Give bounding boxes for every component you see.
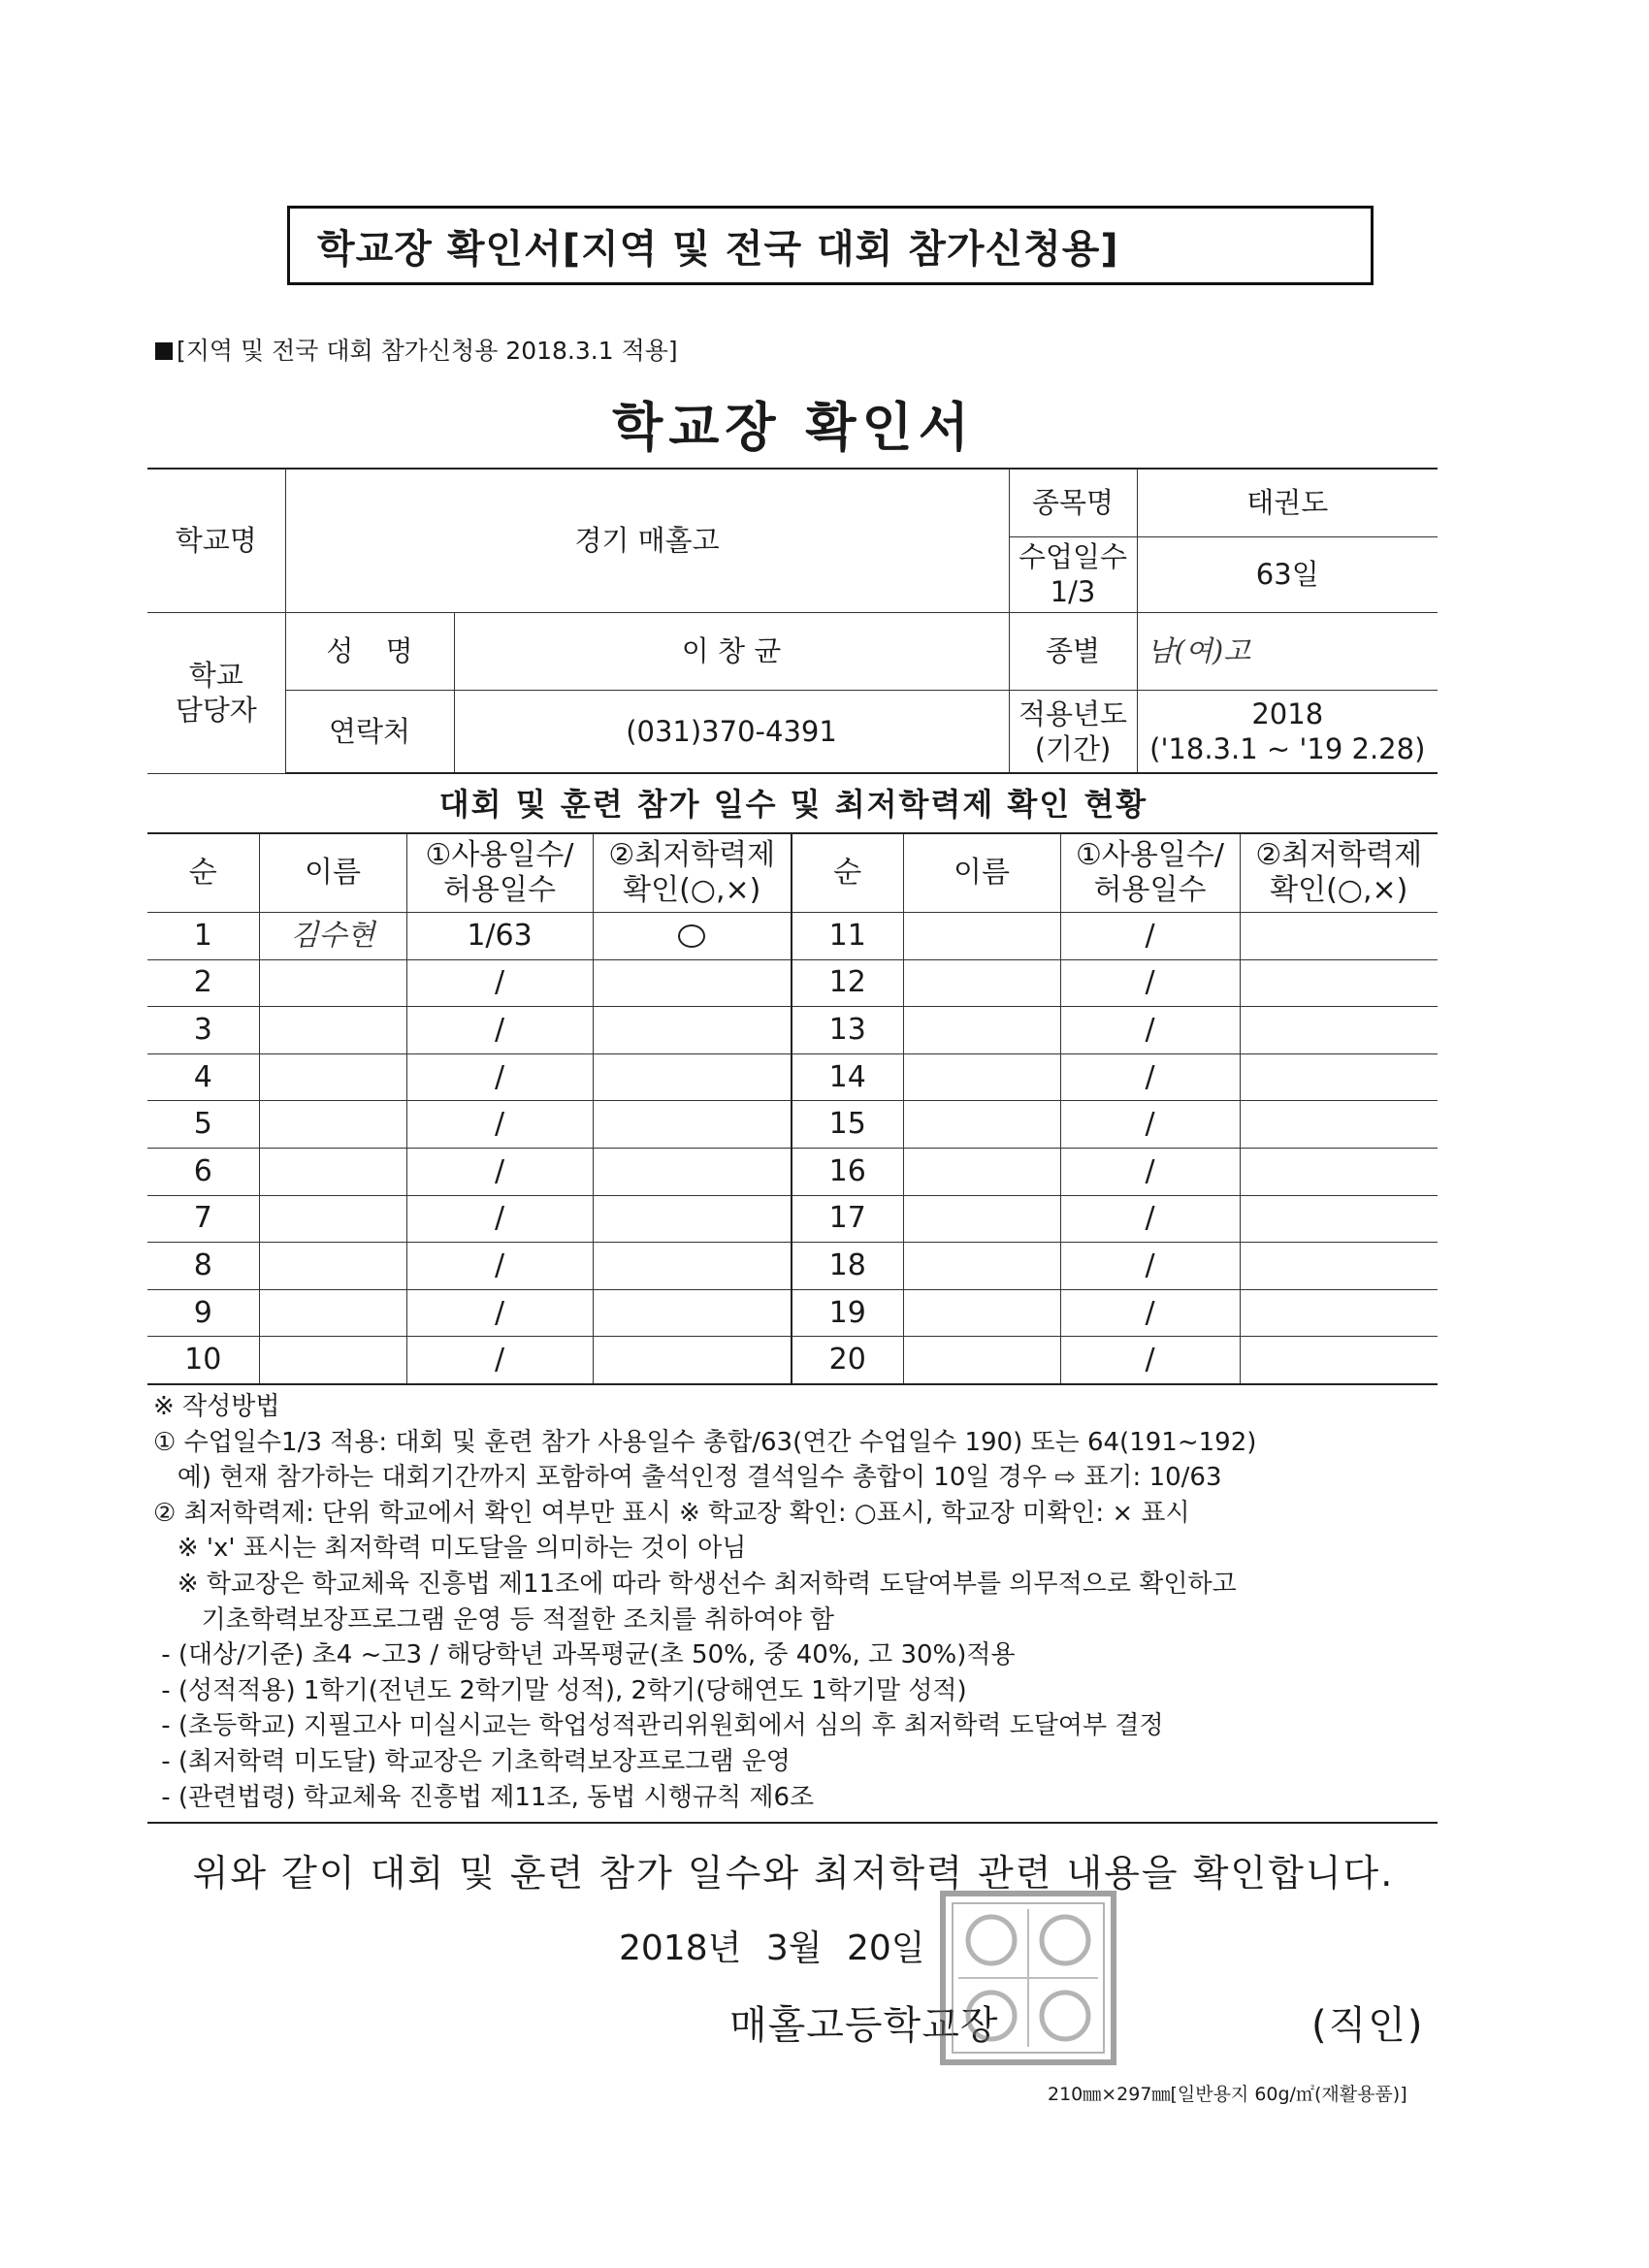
staff-label: 학교 담당자 [147,612,285,773]
category-label: 종별 [1009,612,1137,690]
school-name-value: 경기 매홀고 [285,469,1009,612]
table-row [147,1148,1438,1195]
used-days: / [1060,1148,1240,1195]
used-days: / [406,959,593,1007]
row-number: 4 [147,1053,259,1101]
min-academic-check [593,1195,792,1243]
table-row [147,1007,1438,1054]
instruction-line: 예) 현재 참가하는 대회기간까지 포함하여 출석인정 결석일수 총합이 10일 경우 ⇨ 표기: 10/63 [153,1463,1222,1493]
staff-name-label: 성 명 [285,612,454,690]
header-days: ①사용일수/ 허용일수 [406,833,593,913]
min-academic-check [593,1337,792,1384]
school-info-table [147,468,1438,774]
divider-line [147,1822,1438,1824]
athlete-name [903,1243,1060,1290]
used-days: / [406,1101,593,1149]
row-number: 7 [147,1195,259,1243]
instruction-line: - (초등학교) 지필고사 미실시교는 학업성적관리위원회에서 심의 후 최저학력 도달여부 결정 [153,1711,1164,1741]
min-academic-check [1240,959,1438,1007]
athlete-name [259,1101,406,1149]
instruction-line: - (관련법령) 학교체육 진흥법 제11조, 동법 시행규칙 제6조 [153,1782,815,1812]
class-days-label: 수업일수 1/3 [1009,536,1137,612]
athlete-name: 김수현 [259,913,406,960]
document-title-box [287,206,1374,285]
row-number: 11 [792,913,903,960]
athlete-name [259,1243,406,1290]
instruction-line: ① 수업일수1/3 적용: 대회 및 훈련 참가 사용일수 총합/63(연간 수업일수 190) 또는 64(191~192) [153,1427,1257,1457]
min-academic-check [1240,1195,1438,1243]
min-academic-check [593,1243,792,1290]
square-bullet-icon [155,342,173,360]
athlete-name [259,1148,406,1195]
instruction-line: ※ 작성방법 [153,1392,280,1421]
table-row [147,959,1438,1007]
table-row [147,913,1438,960]
row-number: 9 [147,1289,259,1337]
header-check: ②최저학력제 확인(○,×) [1240,833,1438,913]
athlete-name [903,959,1060,1007]
row-number: 2 [147,959,259,1007]
athlete-name [259,1195,406,1243]
used-days: 1/63 [406,913,593,960]
athlete-name [903,1337,1060,1384]
athlete-name [259,1337,406,1384]
main-title: 학교장 확인서 [612,397,975,458]
athlete-name [259,1007,406,1054]
used-days: / [406,1148,593,1195]
table-row [147,1101,1438,1149]
issue-date: 2018년 3월 20일 [619,1928,925,1968]
used-days: / [1060,1243,1240,1290]
min-academic-check [593,959,792,1007]
used-days: / [1060,959,1240,1007]
table-row [147,1243,1438,1290]
principal-name: 매홀고등학교장 [729,2003,999,2048]
athlete-name [903,1053,1060,1101]
writing-instructions [153,1389,1434,1815]
row-number: 3 [147,1007,259,1054]
min-academic-check [593,1289,792,1337]
min-academic-check [1240,1337,1438,1384]
class-days-value: 63일 [1137,536,1438,612]
min-academic-check [593,1148,792,1195]
table-row [147,1195,1438,1243]
header-days: ①사용일수/ 허용일수 [1060,833,1240,913]
athlete-name [903,1289,1060,1337]
athlete-name [903,1195,1060,1243]
used-days: / [1060,1007,1240,1054]
sport-value: 태권도 [1137,469,1438,536]
used-days: / [406,1337,593,1384]
used-days: / [1060,1101,1240,1149]
header-check: ②최저학력제 확인(○,×) [593,833,792,913]
header-no: 순 [792,833,903,913]
row-number: 14 [792,1053,903,1101]
athlete-name [259,959,406,1007]
row-number: 19 [792,1289,903,1337]
athlete-name [903,913,1060,960]
contact-value: (031)370-4391 [454,690,1009,773]
used-days: / [1060,1195,1240,1243]
category-value: 남(여)고 [1137,612,1438,690]
table-row [147,1337,1438,1384]
row-number: 1 [147,913,259,960]
instruction-line: ※ 'x' 표시는 최저학력 미도달을 의미하는 것이 아님 [153,1534,747,1564]
min-academic-check [593,1101,792,1149]
min-academic-check [593,1053,792,1101]
records-table [147,832,1438,1385]
used-days: / [406,1195,593,1243]
table-row [147,1289,1438,1337]
min-academic-check [1240,1289,1438,1337]
used-days: / [406,1289,593,1337]
row-number: 10 [147,1337,259,1384]
confirmed-circle-mark [678,924,705,948]
header-name: 이름 [259,833,406,913]
instruction-line: ② 최저학력제: 단위 학교에서 확인 여부만 표시 ※ 학교장 확인: ○표시, 학교장 미확인: × 표시 [153,1498,1190,1528]
used-days: / [406,1053,593,1101]
instruction-line: ※ 학교장은 학교체육 진흥법 제11조에 따라 학생선수 최저학력 도달여부를 의무적으로 확인하고 [153,1569,1237,1599]
min-academic-check [1240,913,1438,960]
min-academic-check [593,913,792,960]
apply-year-value: 2018 ('18.3.1 ~ '19 2.28) [1137,690,1438,773]
min-academic-check [593,1007,792,1054]
school-name-label: 학교명 [147,469,285,612]
athlete-name [903,1101,1060,1149]
min-academic-check [1240,1101,1438,1149]
instruction-line: - (최저학력 미도달) 학교장은 기초학력보장프로그램 운영 [153,1746,791,1776]
min-academic-check [1240,1243,1438,1290]
athlete-name [903,1148,1060,1195]
row-number: 18 [792,1243,903,1290]
min-academic-check [1240,1053,1438,1101]
row-number: 15 [792,1101,903,1149]
application-note: [지역 및 전국 대회 참가신청용 2018.3.1 적용] [155,332,678,367]
row-number: 20 [792,1337,903,1384]
row-number: 16 [792,1148,903,1195]
records-header-row [147,833,1438,913]
row-number: 5 [147,1101,259,1149]
instruction-line: - (성적적용) 1학기(전년도 2학기말 성적), 2학기(당해연도 1학기말 성적) [153,1675,967,1705]
contact-label: 연락처 [285,690,454,773]
header-name: 이름 [903,833,1060,913]
row-number: 8 [147,1243,259,1290]
paper-spec-footer: 210㎜×297㎜[일반용지 60g/㎡(재활용품)] [1048,2084,1407,2105]
sport-label: 종목명 [1009,469,1137,536]
row-number: 12 [792,959,903,1007]
used-days: / [406,1007,593,1054]
used-days: / [1060,913,1240,960]
row-number: 6 [147,1148,259,1195]
min-academic-check [1240,1148,1438,1195]
used-days: / [1060,1337,1240,1384]
staff-name-value: 이 창 균 [454,612,1009,690]
document-title: 학교장 확인서[지역 및 전국 대회 참가신청용] [317,226,1119,272]
used-days: / [1060,1289,1240,1337]
instruction-line: - (대상/기준) 초4 ~고3 / 해당학년 과목평균(초 50%, 중 40%, 고 30%)적용 [153,1640,1016,1670]
school-seal-stamp [939,1890,1117,2066]
athlete-name [259,1289,406,1337]
min-academic-check [1240,1007,1438,1054]
section-title: 대회 및 훈련 참가 일수 및 최저학력제 확인 현황 [438,786,1148,823]
row-number: 17 [792,1195,903,1243]
used-days: / [406,1243,593,1290]
instruction-line: 기초학력보장프로그램 운영 등 적절한 조치를 취하여야 함 [153,1604,834,1635]
apply-year-label: 적용년도 (기간) [1009,690,1137,773]
header-no: 순 [147,833,259,913]
athlete-name [259,1053,406,1101]
athlete-name [903,1007,1060,1054]
row-number: 13 [792,1007,903,1054]
table-row [147,1053,1438,1101]
used-days: / [1060,1053,1240,1101]
seal-label: (직인) [1311,2003,1425,2048]
confirmation-statement: 위와 같이 대회 및 훈련 참가 일수와 최저학력 관련 내용을 확인합니다. [192,1852,1395,1895]
